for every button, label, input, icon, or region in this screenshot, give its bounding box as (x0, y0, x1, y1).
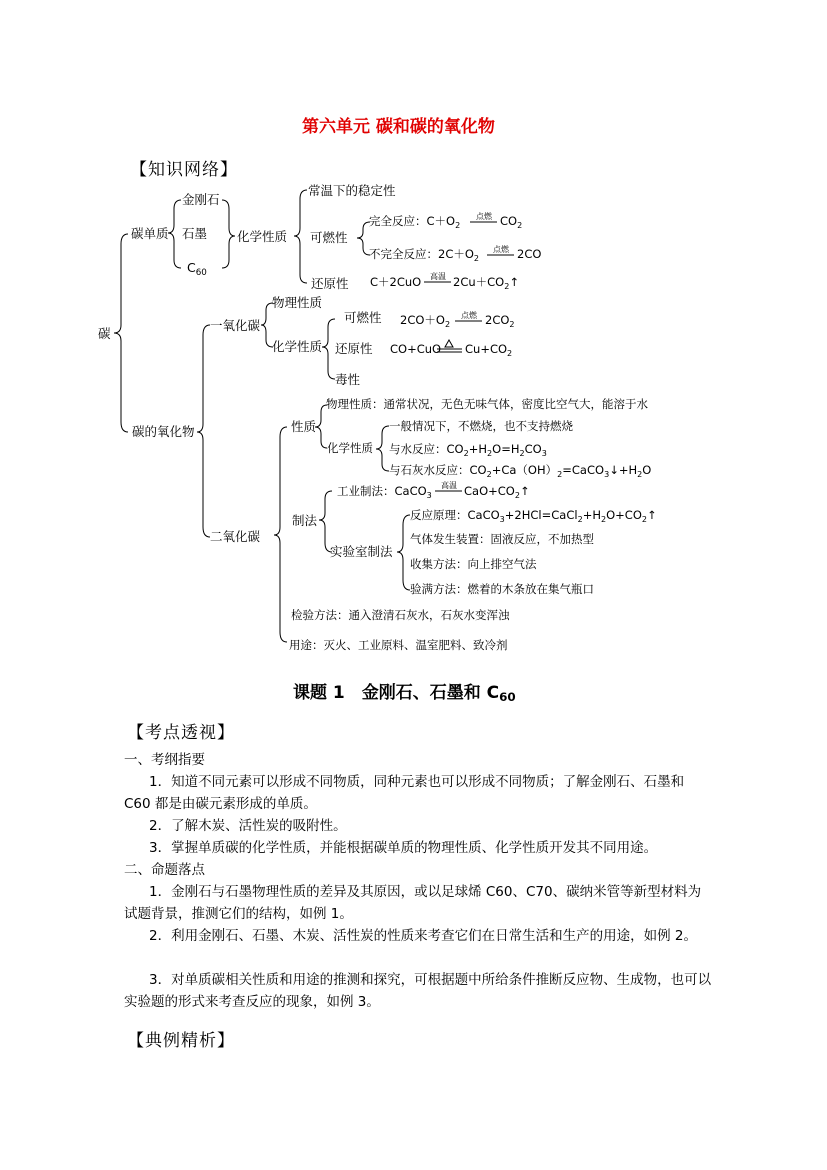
page-title: 第六单元 碳和碳的氧化物 (302, 117, 495, 137)
exam-heading: 【考点透视】 (127, 723, 235, 743)
co-reduce-eq-right: $Cu+CO_2$ (465, 342, 513, 358)
elemental-bracket (168, 200, 181, 268)
item-1-1: 1．知道不同元素可以形成不同物质，同种元素也可以形成不同物质；了解金刚石、石墨和 C60 都是由碳元素形成的单质。 (124, 774, 685, 812)
node-carbon-oxides: 碳的氧化物 (132, 424, 195, 439)
node-co2-limewater: 与石灰水反应：$CO_2+Ca(OH)_2=CaCO_3↓+H_2O$ (389, 463, 652, 479)
node-apparatus: 气体发生装置：固液反应，不加热型 (410, 532, 594, 546)
incomplete-product: 2CO (517, 247, 542, 261)
node-co-toxic: 毒性 (335, 372, 361, 387)
item-2-3: 3．对单质碳相关性质和用途的推测和探究，可根据题中所给条件推断反应物、生成物，也可以实验题的形式来考查反应的现象，如例 3。 (124, 972, 712, 1010)
network-heading: 【知识网络】 (130, 160, 238, 180)
root-bracket (114, 234, 128, 432)
co-comb-eq-left: $2CO+O_2$ (400, 313, 451, 329)
node-co2-chem: 化学性质 (327, 441, 373, 455)
co-chem-bracket (322, 319, 335, 379)
reduce-eq-right: $2Cu+CO_2↑$ (453, 275, 519, 291)
reduce-eq-left: C＋2CuO (370, 275, 422, 289)
complete-product: $CO_2$ (500, 214, 523, 230)
node-co: 一氧化碳 (210, 318, 261, 333)
node-collection: 收集方法：向上排空气法 (410, 557, 537, 571)
node-reducing: 还原性 (311, 276, 349, 291)
cond-ignite-2: 点燃 (493, 245, 509, 254)
co2-chem-bracket (376, 426, 389, 471)
lesson-title: 课题 1 金刚石、石墨和 $C_{60}$ (293, 683, 516, 704)
node-co-reducing: 还原性 (335, 341, 373, 356)
node-chem-prop: 化学性质 (237, 229, 288, 244)
section1-title: 一、考纲指要 (124, 752, 205, 768)
node-incomplete-reaction: 不完全反应：$2C+O_2$ (369, 247, 480, 263)
chem-prop-bracket (294, 190, 307, 283)
prep-bracket (319, 491, 332, 552)
industrial-product: $CaO+CO_2↑$ (464, 484, 530, 500)
item-1-3: 3．掌握单质碳的化学性质，并能根据碳单质的物理性质、化学性质开发其不同用途。 (149, 840, 658, 856)
forms-bracket (222, 200, 235, 268)
node-co2-prop: 性质 (291, 419, 317, 434)
node-c60: $C_{60}$ (187, 260, 207, 278)
node-co2-test: 检验方法：通入澄清石灰水，石灰水变浑浊 (291, 608, 510, 622)
node-co-phys: 物理性质 (272, 295, 323, 310)
node-co2-water: 与水反应：$CO_2+H_2O=H_2CO_3$ (389, 442, 547, 458)
node-stability: 常温下的稳定性 (308, 183, 396, 198)
node-co2-phys: 物理性质：通常状况，无色无味气体，密度比空气大，能溶于水 (326, 397, 648, 411)
cond-high-temp-1: 高温 (430, 272, 446, 281)
item-2-2: 2．利用金刚石、石墨、木炭、活性炭的性质来考查它们在日常生活和生产的用途，如例 2。 (149, 928, 697, 944)
node-elemental-carbon: 碳单质 (131, 226, 169, 241)
node-co2-general: 一般情况下，不燃烧，也不支持燃烧 (389, 419, 573, 433)
co-reduce-eq-left: CO+CuO (390, 342, 442, 356)
node-full-test: 验满方法：燃着的木条放在集气瓶口 (410, 582, 594, 596)
node-combustible: 可燃性 (310, 230, 348, 245)
node-co-combustible: 可燃性 (344, 310, 382, 325)
oxides-bracket (197, 325, 210, 537)
node-complete-reaction: 完全反应：$C+O_2$ (369, 214, 461, 230)
node-lab-prep: 实验室制法 (330, 544, 393, 559)
example-heading: 【典例精析】 (127, 1031, 235, 1051)
node-co2-uses: 用途：灭火、工业原料、温室肥料、致冷剂 (289, 638, 508, 652)
node-co2-prep: 制法 (292, 513, 318, 528)
lab-bracket (397, 515, 410, 590)
node-co2: 二氧化碳 (210, 529, 261, 544)
node-industrial: 工业制法：CaCO$_3$ (337, 484, 432, 500)
cond-high-temp-2: 高温 (441, 481, 457, 490)
item-1-2: 2．了解木炭、活性炭的吸附性。 (149, 818, 347, 834)
item-2-1: 1．金刚石与石墨物理性质的差异及其原因，或以足球烯 C60、C70、碳纳米管等新型材料为试题背景，推测它们的结构，如例 1。 (124, 884, 702, 922)
co-comb-eq-right: $2CO_2$ (485, 313, 515, 329)
node-principle: 反应原理：$CaCO_3+2HCl=CaCl_2+H_2O+CO_2↑$ (410, 508, 657, 524)
node-carbon: 碳 (98, 326, 111, 341)
node-co-chem: 化学性质 (272, 339, 323, 354)
cond-ignite-3: 点燃 (461, 311, 477, 320)
cond-ignite-1: 点燃 (476, 212, 492, 221)
node-graphite: 石墨 (182, 226, 208, 241)
section2-title: 二、命题落点 (124, 862, 205, 878)
node-diamond: 金刚石 (182, 192, 220, 207)
co2-bracket (274, 427, 287, 642)
